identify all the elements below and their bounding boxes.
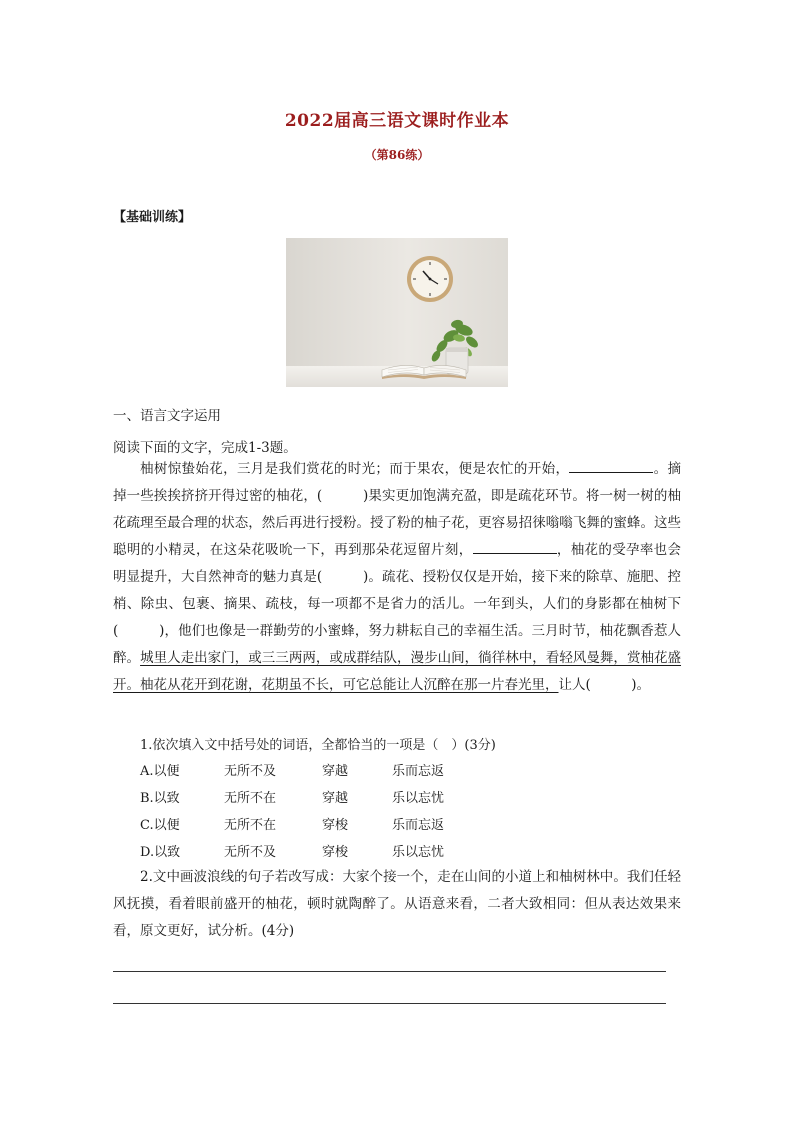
section-label: 【基础训练】 xyxy=(113,210,192,225)
question-1-stem: 1.依次填入文中括号处的词语，全都恰当的一项是（ ）(3分) xyxy=(140,738,496,753)
option-label: D.以致 xyxy=(140,845,181,860)
option-word: 穿梭 xyxy=(322,818,349,833)
option-word: 无所不及 xyxy=(224,845,277,860)
option-word: 无所不在 xyxy=(224,818,277,833)
option-label: B.以致 xyxy=(140,791,180,806)
option-row[interactable] xyxy=(140,785,472,812)
option-word: 穿越 xyxy=(322,764,349,779)
fill-blank-2[interactable] xyxy=(473,539,557,554)
option-label: A.以便 xyxy=(140,764,180,779)
option-word: 穿越 xyxy=(322,791,349,806)
option-word: 乐而忘返 xyxy=(392,818,445,833)
photo-illustration xyxy=(286,238,508,387)
document-title: 2022届高三语文课时作业本 xyxy=(284,111,510,131)
question-2 xyxy=(113,864,681,945)
option-word: 乐而忘返 xyxy=(392,764,445,779)
part1-heading: 一、语言文字运用 xyxy=(113,408,221,424)
question-1-options xyxy=(140,758,472,866)
document-subtitle: （第86练） xyxy=(364,148,430,162)
question-2-stem: 2.文中画波浪线的句子若改写成：大家个接一个，走在山间的小道上和柚树林中。我们任轻风抚摸，看着眼前盛开的柚花，顿时就陶醉了。从语意来看，二者大致相同：但从表达效果来看，原文更好，试分析。(4分) xyxy=(113,869,681,939)
passage-text-3: ，柚花的受孕率也会明显提升，大自然神奇的魅力真是( )。疏花、授粉仅仅是开始，接下来的除草、施肥、控梢、除虫、包裹、摘果、疏枝，每一项都不是省力的活儿。一年到头，人们的身影都在柚树下( )，他们也像是一群勤劳的小蜜蜂，努力耕耘自己的幸福生活。三月时节，柚花飘香惹人醉。 xyxy=(113,542,682,666)
reading-passage xyxy=(113,456,681,699)
option-row[interactable] xyxy=(140,839,472,866)
option-row[interactable] xyxy=(140,758,472,785)
answer-line-1[interactable] xyxy=(113,971,666,972)
passage-text-1: 柚树惊蛰始花，三月是我们赏花的时光；而于果农，便是农忙的开始， xyxy=(140,461,570,477)
passage-text-4: 让人( )。 xyxy=(558,677,651,693)
option-word: 无所不在 xyxy=(224,791,277,806)
passage-text-2: 。摘掉一些挨挨挤挤开得过密的柚花，( )果实更加饱满充盈，即是疏花环节。将一树一树的柚花疏理至最合理的状态，然后再进行授粉。授了粉的柚子花，更容易招徕嗡嗡飞舞的蜜蜂。这些聪明的小精灵，在这朵花吸吮一下，再到那朵花逗留片刻， xyxy=(113,461,682,558)
option-word: 乐以忘忧 xyxy=(392,791,445,806)
option-word: 无所不及 xyxy=(224,764,277,779)
option-word: 乐以忘忧 xyxy=(392,845,445,860)
option-label: C.以便 xyxy=(140,818,180,833)
part1-intro: 阅读下面的文字，完成1-3题。 xyxy=(113,440,297,456)
option-word: 穿梭 xyxy=(322,845,349,860)
wavy-underlined-sentence: 城里人走出家门，或三三两两，或成群结队，漫步山间，徜徉林中，看轻风曼舞，赏柚花盛开。柚花从花开到花谢，花期虽不长，可它总能让人沉醉在那一片春光里， xyxy=(113,650,682,693)
clock-plant-book-photo xyxy=(286,238,508,387)
answer-line-2[interactable] xyxy=(113,1003,666,1004)
option-row[interactable] xyxy=(140,812,472,839)
fill-blank-1[interactable] xyxy=(569,458,653,473)
